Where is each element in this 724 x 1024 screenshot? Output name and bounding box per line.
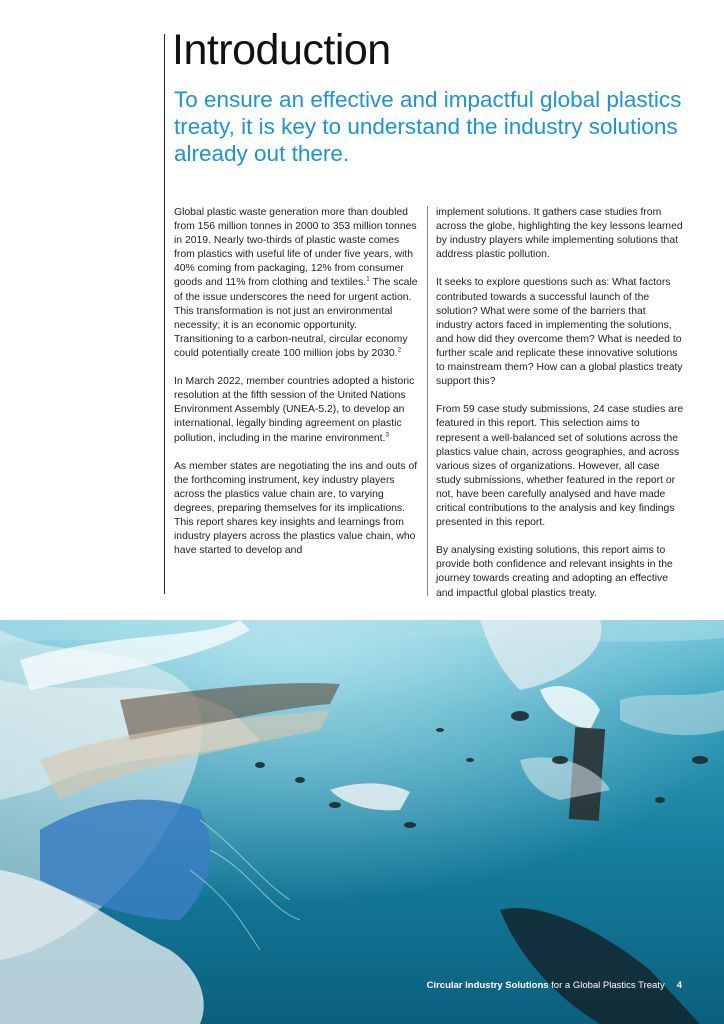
paragraph: It seeks to explore questions such as: What factors contributed towards a successful launch of the solution? What were some of the barriers that industry actors faced in implementing the solutions, and how did they overcome them? What is needed to further scale and replicate these innovative solutions to mainstream them? How can a global plastics treaty support this? [436,277,683,388]
text-column-left [174,206,418,572]
photo-illustration [0,620,724,1024]
paragraph: implement solutions. It gathers case studies from across the globe, highlighting the key lessons learned by industry players while implementing solutions that address plastic pollution. [436,207,683,261]
page-subtitle: To ensure an effective and impactful global plastics treaty, it is key to understand the industry solutions already out there. [174,87,682,166]
heading-rule [164,34,165,594]
page-title: Introduction [172,26,391,74]
column-divider [427,206,428,596]
page-number: 4 [676,980,682,991]
footnote-ref: 3 [385,431,390,439]
footer-report-title-rest: for a Global Plastics Treaty [548,980,665,991]
footer-report-title-bold: Circular Industry Solutions [426,980,549,991]
text-column-right [436,206,684,615]
paragraph: By analysing existing solutions, this report aims to provide both confidence and relevant insights in the journey towards creating and adopting an effective and impactful global plastics treaty. [436,545,673,599]
footnote-ref: 1 [366,276,370,283]
paragraph: From 59 case study submissions, 24 case studies are featured in this report. This selection aims to represent a well-balanced set of solutions across the plastics value chain, across geographies, and across various sizes of organizations. However, all case study submissions, whether featured in the report or not, have been carefully analysed and have made critical contributions to the analysis and key findings presented in this report. [436,404,684,529]
paragraph: In March 2022, member countries adopted a historic resolution at the fifth session of the United Nations Environment Assembly (UNEA-5.2), to develop an international, legally binding agreement on plastic pollution, including in the marine environment.$^3$ [174,376,415,444]
page-footer [427,980,682,991]
paragraph: As member states are negotiating the ins and outs of the forthcoming instrument, key industry players across the plastics value chain are, to varying degrees, preparing themselves for its implications. This report shares key insights and learnings from industry players across the plastics value chain, who have started to develop and [174,460,418,557]
paragraph: Global plastic waste generation more than doubled from 156 million tonnes in 2000 to 353 million tonnes in 2019. Nearly two-thirds of plastic waste comes from plastics with useful life of under five years, with 40% coming from packaging, 12% from consumer goods and 11% from clothing and textiles.$^1$ The scale of the issue underscores the need for urgent action. This transformation is not just an environmental necessity; it is an economic opportunity. Transitioning to a carbon-neutral, circular economy could potentially create 100 million jobs by 2030.$^2$ [174,207,418,359]
ocean-plastic-photo [0,620,724,1024]
footnote-ref: 2 [397,346,402,354]
